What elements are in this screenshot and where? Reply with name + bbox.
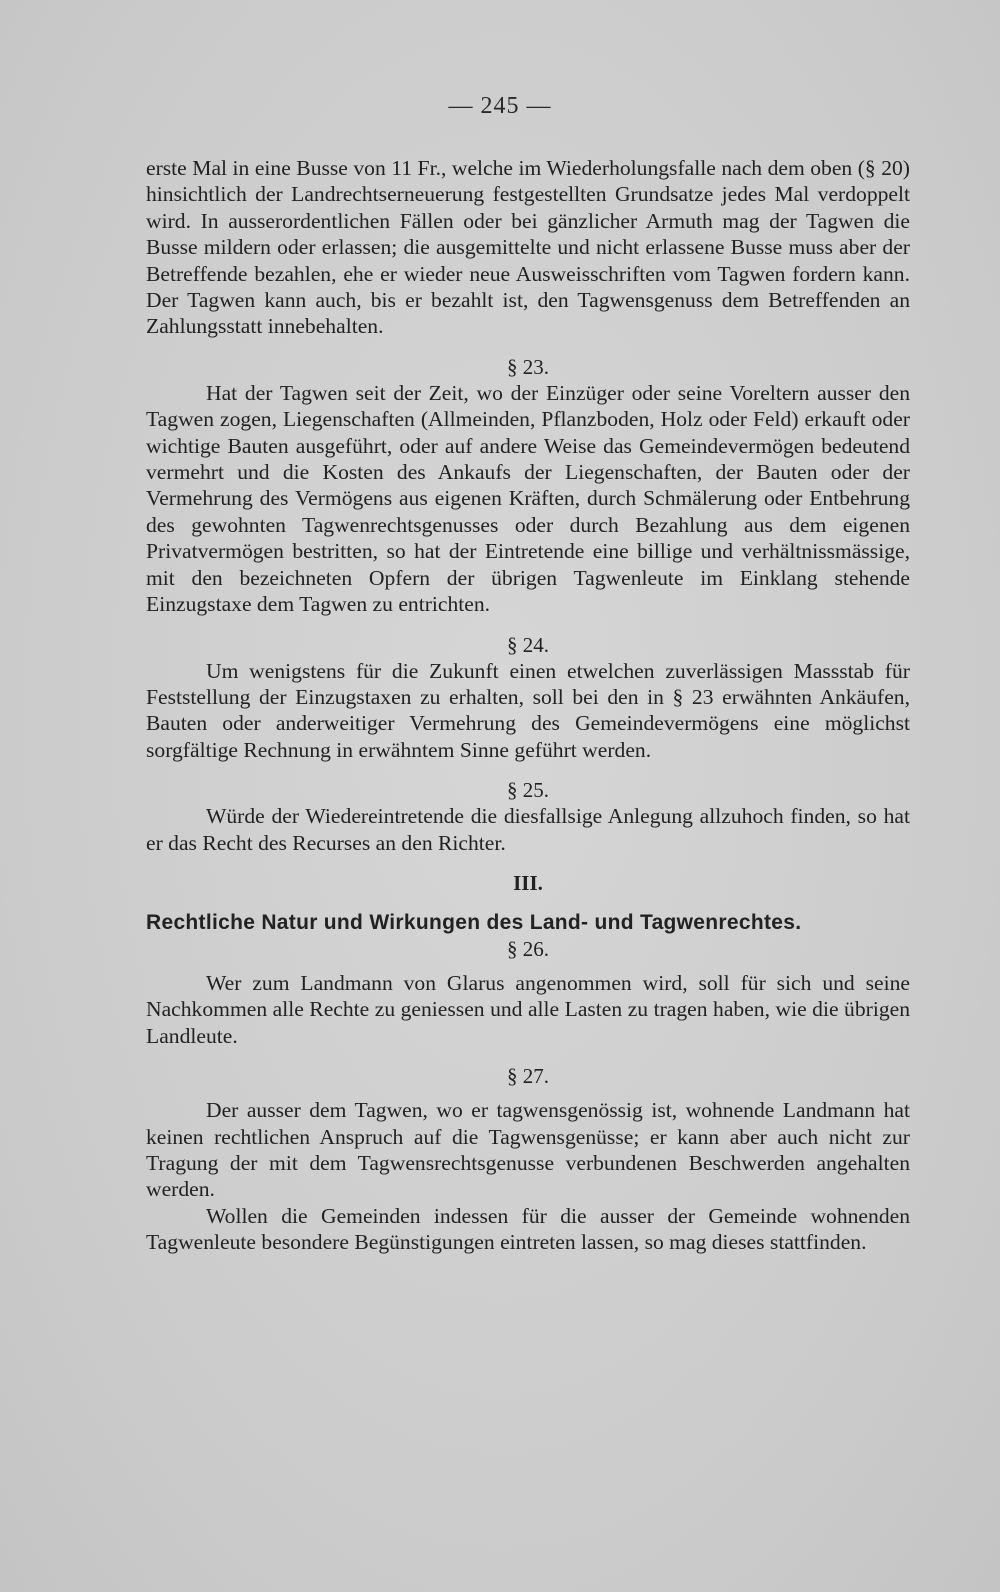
page-number: — 245 — <box>448 93 552 119</box>
body-text <box>146 155 910 1256</box>
section-heading-24: § 24. <box>507 632 549 657</box>
paragraph-23: Hat der Tagwen seit der Zeit, wo der Einzüger oder seine Voreltern ausser den Tagwen zogen, Liegenschaften (Allmeinden, Pflanzboden, Holz oder Feld) erkauft oder wichtige Bauten ausgeführt, oder auf andere Weise das Gemeindevermögen bedeutend vermehrt und die Kosten des Ankaufs der Liegenschaften, der Bauten oder der Vermehrung des Vermögens aus eigenen Kräften, durch Schmälerung oder Entbehrung des gewohnten Tagwenrechtsgenusses oder durch Bezahlung aus dem eigenen Privatvermögen bestritten, so hat der Eintretende eine billige und verhältnissmässige, mit den bezeichneten Opfern der übrigen Tagwenleute im Einklang stehende Einzugstaxe dem Tagwen zu entrichten. <box>146 380 910 617</box>
section-heading-27: § 27. <box>507 1064 549 1089</box>
chapter-number: III. <box>513 870 543 895</box>
paragraph-24: Um wenigstens für die Zukunft einen etwelchen zuverlässigen Massstab für Feststellung der Einzugstaxen zu erhalten, soll bei den in § 23 erwähnten Ankäufen, Bauten oder anderweitiger Vermehrung des Gemeindevermögens eine möglichst sorgfältige Rechnung in erwähntem Sinne geführt werden. <box>146 658 910 762</box>
section-heading-23: § 23. <box>507 354 549 379</box>
section-heading-26: § 26. <box>507 936 549 961</box>
section-heading-25: § 25. <box>507 778 549 803</box>
paragraph-25: Würde der Wiedereintretende die diesfallsige Anlegung allzuhoch finden, so hat er das Recht des Recurses an den Richter. <box>146 804 910 855</box>
paragraph-27b: Wollen die Gemeinden indessen für die ausser der Gemeinde wohnenden Tagwenleute besondere Begünstigungen eintreten lassen, so mag dieses stattfinden. <box>146 1203 910 1255</box>
paragraph-27a: Der ausser dem Tagwen, wo er tagwensgenössig ist, wohnende Landmann hat keinen rechtlichen Anspruch auf die Tagwensgenüsse; er kann aber auch nicht zur Tragung der mit dem Tagwensrechtsgenusse verbundenen Beschwerden angehalten werden. <box>146 1098 910 1202</box>
paragraph-26: Wer zum Landmann von Glarus angenommen wird, soll für sich und seine Nachkommen alle Rechte zu geniessen und alle Lasten zu tragen haben, wie die übrigen Landleute. <box>146 970 910 1048</box>
paragraph-continuation: erste Mal in eine Busse von 11 Fr., welche im Wiederholungsfalle nach dem oben (§ 20) hinsichtlich der Landrechtserneuerung festgestellten Grundsatze jedes Mal verdoppelt wird. In ausserordentlichen Fällen oder bei gänzlicher Armuth mag der Tagwen die Busse mildern oder erlassen; die ausgemittelte und nicht erlassene Busse muss aber der Betreffende bezahlen, ehe er wieder neue Ausweisschriften vom Tagwen fordern kann. Der Tagwen kann auch, bis er bezahlt ist, den Tagwensgenuss dem Betreffenden an Zahlungsstatt innebehalten. <box>146 156 910 339</box>
chapter-title: Rechtliche Natur und Wirkungen des Land- und Tagwenrechtes. <box>146 910 802 934</box>
